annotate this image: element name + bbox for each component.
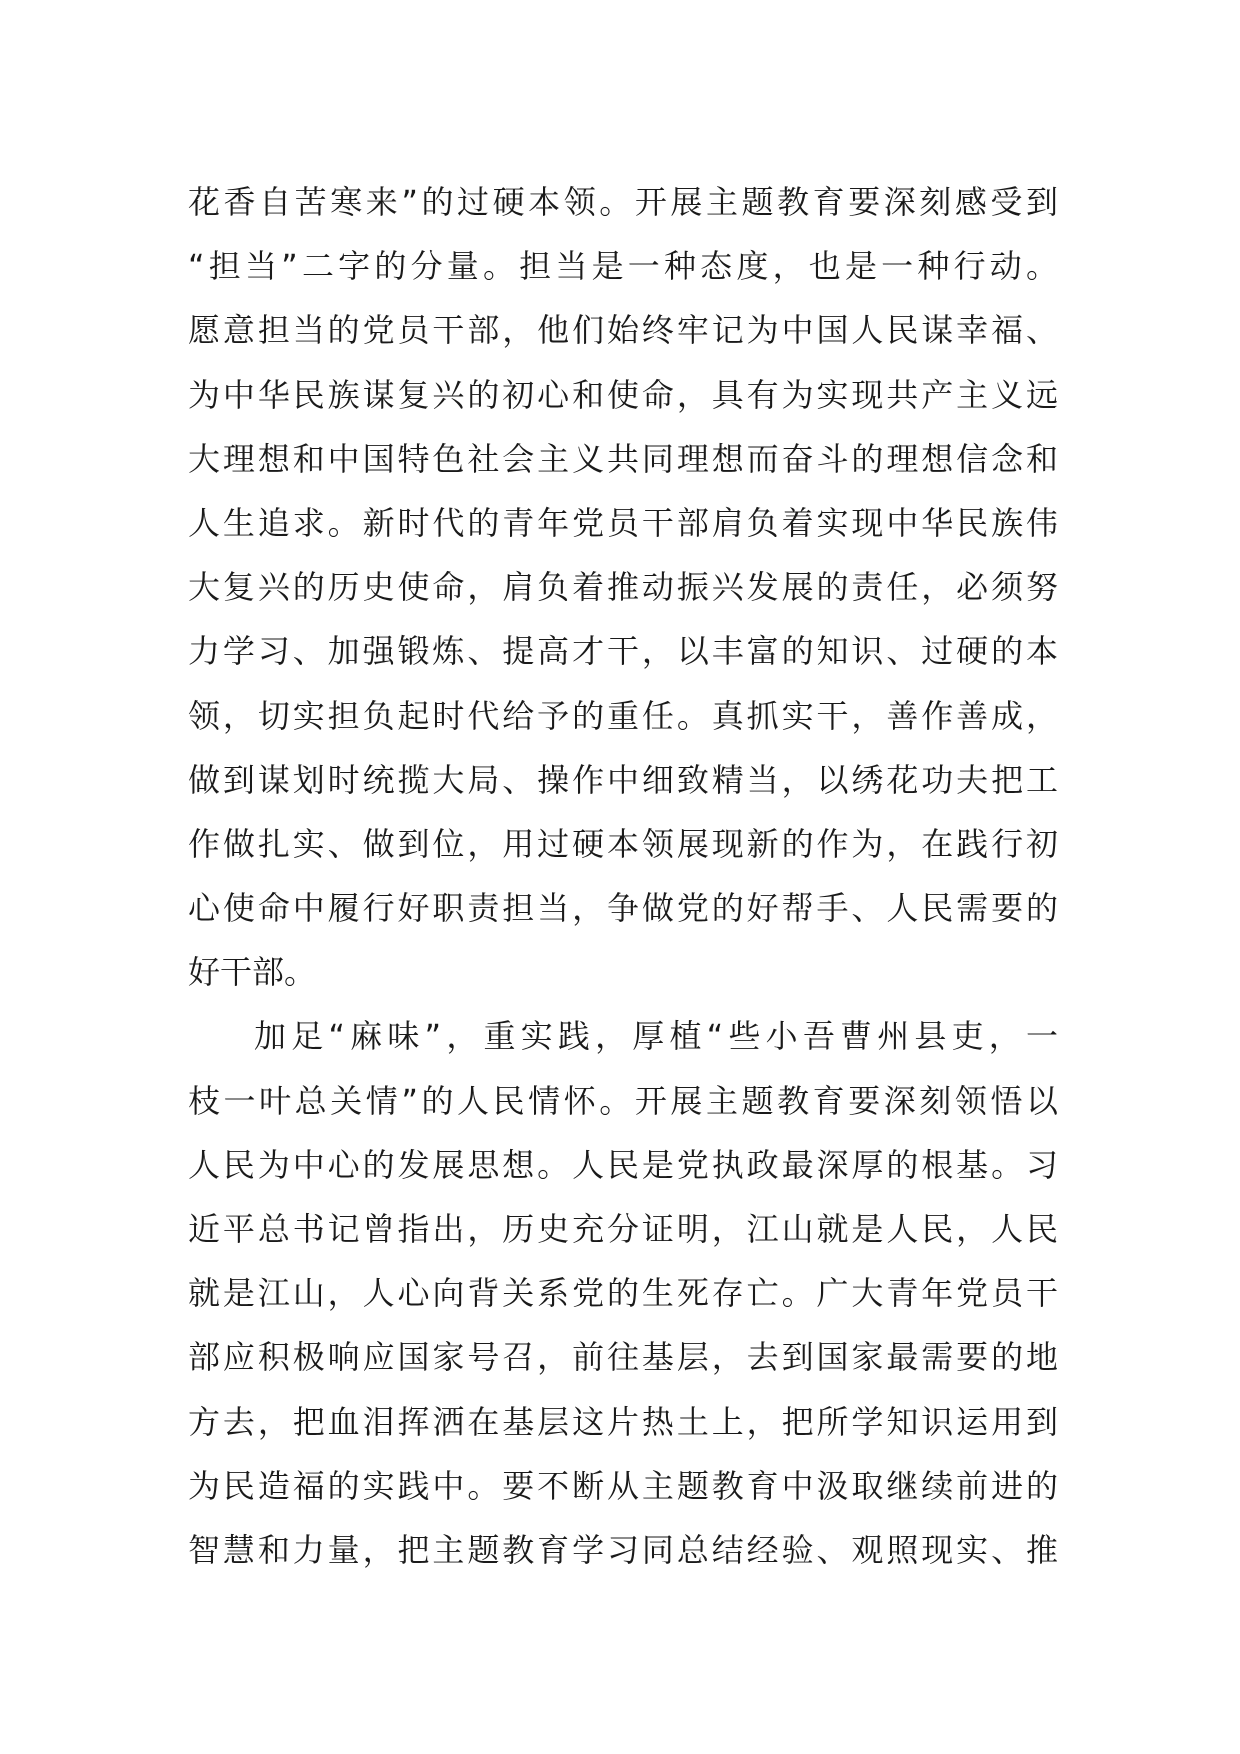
text-line-4: 为中华民族谋复兴的初心和使命，具有为实现共产主义远: [188, 375, 1058, 414]
text-line-22: 智慧和力量，把主题教育学习同总结经验、观照现实、推: [188, 1530, 1058, 1569]
text-line-5: 大理想和中国特色社会主义共同理想而奋斗的理想信念和: [188, 439, 1058, 478]
text-line-2: “担当”二字的分量。担当是一种态度，也是一种行动。: [188, 247, 1058, 286]
text-line-13: 好干部。: [188, 953, 317, 992]
text-line-17: 近平总书记曾指出，历史充分证明，江山就是人民，人民: [188, 1210, 1058, 1248]
text-line-7: 大复兴的历史使命，肩负着推动振兴发展的责任，必须努: [188, 568, 1058, 607]
text-line-8: 力学习、加强锻炼、提高才干，以丰富的知识、过硬的本: [188, 632, 1058, 671]
text-line-1: 花香自苦寒来”的过硬本领。开展主题教育要深刻感受到: [188, 183, 1058, 221]
text-line-6: 人生追求。新时代的青年党员干部肩负着实现中华民族伟: [188, 503, 1058, 542]
text-line-14: 加足“麻味”，重实践，厚植“些小吾曹州县吏，一: [254, 1017, 1058, 1056]
text-line-15: 枝一叶总关情”的人民情怀。开展主题教育要深刻领悟以: [188, 1081, 1058, 1120]
text-line-10: 做到谋划时统揽大局、操作中细致精当，以绣花功夫把工: [188, 760, 1058, 799]
text-line-21: 为民造福的实践中。要不断从主题教育中汲取继续前进的: [188, 1466, 1058, 1505]
text-line-18: 就是江山，人心向背关系党的生死存亡。广大青年党员干: [188, 1274, 1058, 1313]
text-line-16: 人民为中心的发展思想。人民是党执政最深厚的根基。习: [188, 1145, 1058, 1184]
text-line-11: 作做扎实、做到位，用过硬本领展现新的作为，在践行初: [188, 824, 1058, 863]
text-line-3: 愿意担当的党员干部，他们始终牢记为中国人民谋幸福、: [188, 311, 1058, 350]
body-text: [188, 170, 1058, 1582]
text-line-12: 心使命中履行好职责担当，争做党的好帮手、人民需要的: [188, 889, 1058, 928]
text-line-9: 领，切实担负起时代给予的重任。真抓实干，善作善成，: [188, 696, 1058, 735]
text-line-20: 方去，把血泪挥洒在基层这片热土上，把所学知识运用到: [188, 1402, 1058, 1441]
text-line-19: 部应积极响应国家号召，前往基层，去到国家最需要的地: [188, 1338, 1058, 1377]
